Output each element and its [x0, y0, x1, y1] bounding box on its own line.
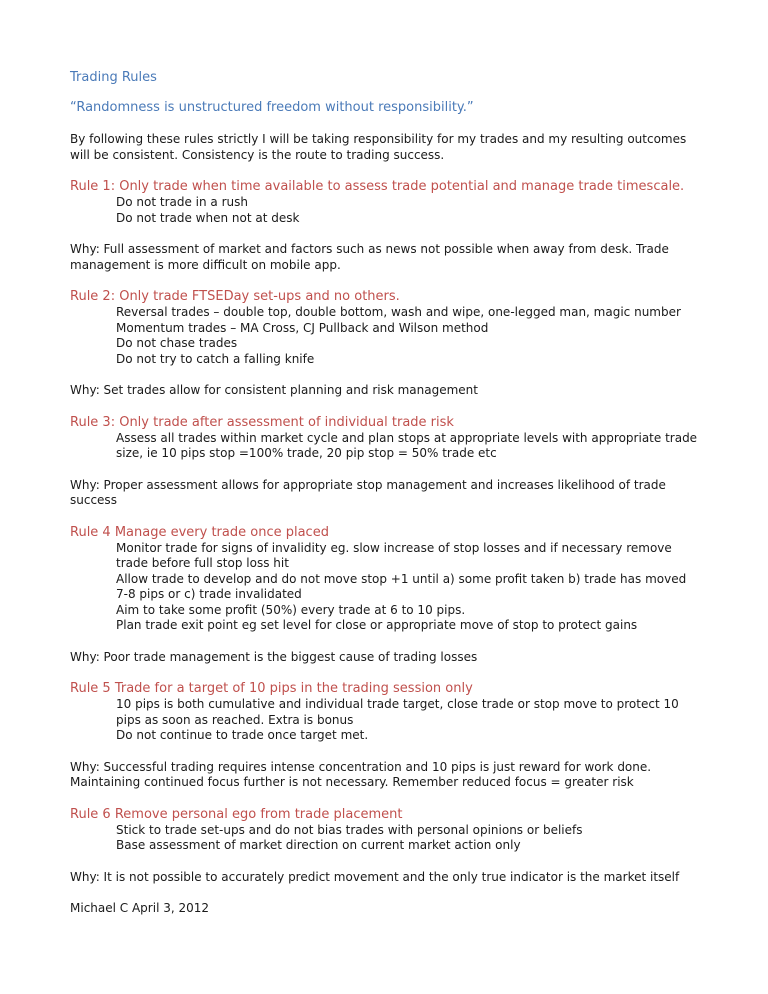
rule-item: Stick to trade set-ups and do not bias trades with personal opinions or beliefs — [116, 822, 583, 837]
rule-1 — [70, 179, 700, 273]
rule-item: Momentum trades – MA Cross, CJ Pullback and Wilson method — [116, 320, 489, 335]
rule-item: 10 pips is both cumulative and individual trade target, close trade or stop move to protect 10 pips as soon as reached. Extra is bonus — [116, 697, 679, 727]
rule-item: Do not continue to trade once target met. — [116, 728, 369, 742]
rule-item: Do not trade when not at desk — [116, 210, 300, 225]
rule-why: Why: It is not possible to accurately predict movement and the only true indicator is the market itself — [70, 869, 680, 884]
rule-3 — [70, 415, 700, 509]
rule-items — [70, 541, 700, 634]
rule-why: Why: Poor trade management is the biggest cause of trading losses — [70, 649, 478, 664]
rule-heading: Rule 6 Remove personal ego from trade placement — [70, 806, 403, 822]
rule-item: Monitor trade for signs of invalidity eg. slow increase of stop losses and if necessary remove trade before full stop loss hit — [116, 540, 672, 570]
rule-item: Do not chase trades — [116, 336, 238, 350]
rule-heading: Rule 1: Only trade when time available to assess trade potential and manage trade timescale. — [70, 179, 685, 194]
rule-item: Do not trade in a rush — [116, 195, 248, 209]
rule-why: Why: Set trades allow for consistent planning and risk management — [70, 383, 478, 397]
quote: “Randomness is unstructured freedom without responsibility.” — [70, 100, 474, 115]
rule-item: Plan trade exit point eg set level for close or appropriate move of stop to protect gains — [116, 618, 638, 632]
rule-heading: Rule 3: Only trade after assessment of individual trade risk — [70, 414, 454, 430]
rule-heading: Rule 5 Trade for a target of 10 pips in the trading session only — [70, 681, 473, 696]
document-title: Trading Rules — [70, 70, 157, 85]
rule-items — [70, 823, 700, 854]
rule-2 — [70, 289, 700, 399]
rule-item: Aim to take some profit (50%) every trade at 6 to 10 pips. — [116, 602, 466, 617]
rule-why: Why: Full assessment of market and factors such as news not possible when away from desk. Trade management is more difficult on mobile app. — [70, 242, 669, 272]
intro-paragraph: By following these rules strictly I will be taking responsibility for my trades and my resulting outcomes will be consistent. Consistency is the route to trading success. — [70, 132, 687, 162]
rule-why: Why: Successful trading requires intense concentration and 10 pips is just reward for work done. Maintaining continued focus further is not necessary. Remember reduced focus = greater risk — [70, 759, 652, 789]
rule-6 — [70, 807, 700, 886]
rule-heading: Rule 4 Manage every trade once placed — [70, 524, 329, 540]
rule-items — [70, 195, 700, 226]
rule-5 — [70, 681, 700, 791]
rule-heading: Rule 2: Only trade FTSEDay set-ups and no others. — [70, 289, 400, 304]
rule-item: Assess all trades within market cycle and plan stops at appropriate levels with appropriate trade size, ie 10 pips stop =100% trade, 20 pip stop = 50% trade etc — [116, 430, 698, 460]
rule-why: Why: Proper assessment allows for appropriate stop management and increases likelihood of trade success — [70, 477, 666, 507]
rule-items — [70, 697, 700, 744]
rule-item: Allow trade to develop and do not move stop +1 until a) some profit taken b) trade has moved 7-8 pips or c) trade invalidated — [116, 571, 687, 601]
rule-4 — [70, 525, 700, 666]
rule-item: Base assessment of market direction on current market action only — [116, 838, 521, 852]
rule-item: Reversal trades – double top, double bottom, wash and wipe, one-legged man, magic number — [116, 305, 681, 319]
document-page — [70, 70, 700, 917]
rule-items — [70, 431, 700, 462]
rule-items — [70, 305, 700, 367]
signature: Michael C April 3, 2012 — [70, 901, 210, 915]
rule-item: Do not try to catch a falling knife — [116, 351, 315, 366]
